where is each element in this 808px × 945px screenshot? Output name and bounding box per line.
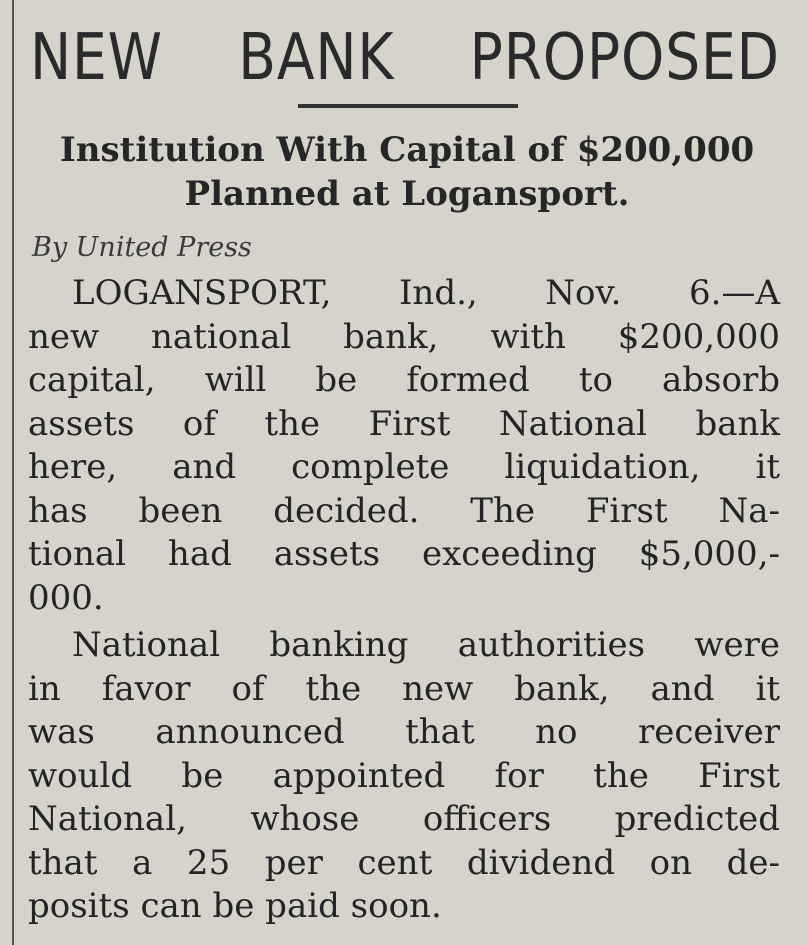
- paragraph-2: [28, 624, 780, 929]
- text-line: assets of the First National bank: [28, 403, 780, 444]
- text-line: capital, will be formed to absorb: [28, 360, 780, 400]
- text-line: posits can be paid soon.: [28, 886, 442, 926]
- subheadline: [24, 128, 790, 216]
- text-line: National banking authorities were: [72, 625, 780, 665]
- text-line: LOGANSPORT, Ind., Nov. 6.—A: [72, 273, 780, 313]
- subheadline-line: Planned at Logansport.: [184, 174, 630, 214]
- byline: By United Press: [32, 232, 252, 263]
- paragraph-1: [28, 272, 780, 620]
- text-line: National, whose officers predicted: [28, 799, 780, 839]
- text-line: here, and complete liquidation, it: [28, 447, 780, 487]
- headline-word: BANK: [238, 21, 395, 95]
- headline-divider: [298, 104, 518, 108]
- text-line: in favor of the new bank, and it: [28, 668, 780, 709]
- text-line: 000.: [28, 577, 104, 618]
- headline-word: PROPOSED: [469, 21, 780, 95]
- text-line: tional had assets exceeding $5,000,-: [28, 534, 780, 574]
- text-line: that a 25 per cent dividend on de-: [28, 842, 780, 883]
- text-line: has been decided. The First Na-: [28, 490, 780, 531]
- text-line: was announced that no receiver: [28, 712, 780, 752]
- column-rule: [12, 0, 14, 945]
- text-line: would be appointed for the First: [28, 755, 780, 796]
- subheadline-line: Institution With Capital of $200,000: [59, 130, 755, 170]
- text-line: new national bank, with $200,000: [28, 316, 780, 357]
- headline-word: NEW: [30, 21, 163, 95]
- headline: [30, 18, 780, 98]
